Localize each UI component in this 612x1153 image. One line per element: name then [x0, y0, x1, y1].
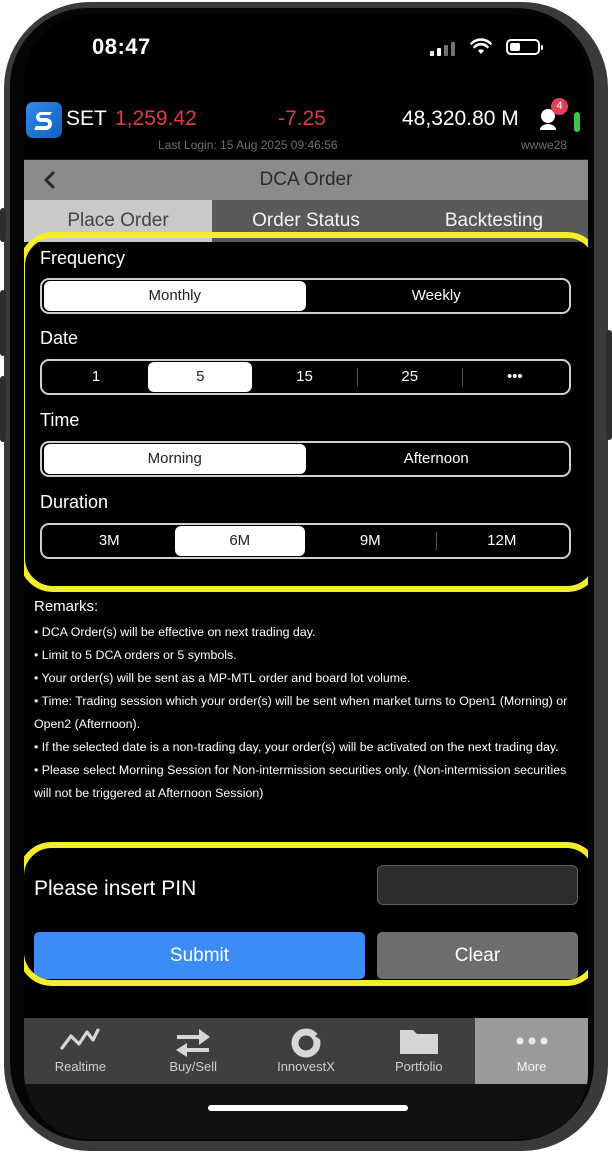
order-form: [24, 242, 588, 1022]
last-login-text: Last Login: 15 Aug 2025 09:46:56: [158, 138, 338, 152]
frequency-option-monthly[interactable]: Monthly: [44, 281, 306, 311]
buy-sell-arrows-icon: [173, 1026, 213, 1058]
side-button-power: [606, 330, 612, 440]
folder-icon: [398, 1026, 440, 1056]
nav-portfolio[interactable]: [362, 1018, 475, 1084]
duration-option-12m[interactable]: 12M: [487, 532, 517, 549]
date-option-1[interactable]: 1: [91, 368, 101, 385]
app-logo-icon[interactable]: [26, 102, 62, 138]
date-option-15[interactable]: 15: [296, 368, 313, 385]
nav-innovestx[interactable]: [250, 1018, 363, 1084]
index-label: SET: [66, 107, 107, 130]
remark-item: • Limit to 5 DCA orders or 5 symbols.: [34, 648, 237, 662]
duration-option-6m[interactable]: 6M: [175, 526, 306, 556]
remark-item: • Your order(s) will be sent as a MP-MTL order and board lot volume.: [34, 671, 411, 685]
remark-item: • DCA Order(s) will be effective on next trading day.: [34, 625, 316, 639]
bottom-navigation: [24, 1018, 588, 1084]
side-button-volume-up: [0, 290, 6, 356]
wifi-icon: [470, 38, 492, 56]
bottom-safe-area: [24, 1084, 588, 1139]
remarks-title: Remarks:: [34, 598, 99, 615]
notification-badge: 4: [551, 98, 568, 115]
status-bar: [24, 14, 588, 94]
time-option-afternoon[interactable]: Afternoon: [403, 450, 469, 467]
nav-label: More: [516, 1059, 547, 1074]
submit-button[interactable]: Submit: [34, 932, 365, 979]
side-button-silent: [0, 208, 6, 242]
date-option-25[interactable]: 25: [401, 368, 419, 385]
phone-screen: [24, 14, 588, 1139]
time-label: Time: [40, 410, 80, 430]
home-indicator[interactable]: [208, 1105, 408, 1111]
innovestx-logo-icon: [289, 1026, 323, 1060]
status-clock: 08:47: [92, 34, 151, 59]
nav-label: Buy/Sell: [169, 1059, 218, 1074]
side-button-volume-down: [0, 376, 6, 442]
index-change: -7.25: [278, 107, 326, 130]
nav-label: InnovestX: [277, 1059, 335, 1074]
nav-label: Realtime: [54, 1059, 107, 1074]
market-volume: 48,320.80 M: [402, 107, 519, 130]
connection-status-icon: [574, 112, 580, 132]
remark-item: • Please select Morning Session for Non-intermission securities only. (Non-intermission securities will not be triggered at Afternoon Session): [34, 763, 567, 800]
remark-item: • If the selected date is a non-trading day, your order(s) will be activated on the next trading day.: [34, 740, 559, 754]
battery-icon: [506, 39, 540, 55]
nav-label: Portfolio: [394, 1059, 443, 1074]
remark-item: • Time: Trading session which your order(s) will be sent when market turns to Open1 (Morning) or Open2 (Afternoon).: [34, 694, 568, 731]
duration-label: Duration: [40, 492, 109, 512]
duration-option-9m[interactable]: 9M: [359, 532, 381, 549]
time-option-morning[interactable]: Morning: [44, 444, 306, 474]
tab-place-order[interactable]: Place Order: [24, 200, 212, 242]
page-title: DCA Order: [259, 169, 353, 190]
more-dots-icon: [512, 1026, 552, 1056]
tab-order-status[interactable]: Order Status: [252, 210, 360, 231]
frequency-label: Frequency: [40, 248, 126, 268]
tab-backtesting[interactable]: Backtesting: [444, 210, 544, 231]
pin-label: Please insert PIN: [34, 877, 197, 900]
realtime-chart-icon: [60, 1026, 100, 1054]
nav-realtime[interactable]: [24, 1018, 137, 1084]
page-header: [24, 160, 588, 200]
date-option-more[interactable]: •••: [507, 368, 523, 385]
highlight-box-order-settings: [24, 232, 588, 592]
market-ticker-bar: [24, 94, 588, 160]
date-label: Date: [40, 328, 79, 348]
clear-button[interactable]: Clear: [377, 932, 578, 979]
remarks-section: [34, 598, 574, 805]
cellular-signal-icon: [430, 42, 455, 56]
app-container: [24, 94, 588, 1139]
nav-buy-sell[interactable]: [137, 1018, 250, 1084]
username-text: wwwe28: [521, 138, 568, 152]
duration-option-3m[interactable]: 3M: [98, 532, 120, 549]
highlight-box-pin-actions: [24, 842, 588, 986]
index-value: 1,259.42: [115, 107, 197, 130]
date-option-5[interactable]: 5: [148, 362, 252, 392]
nav-more[interactable]: [475, 1018, 588, 1084]
frequency-option-weekly[interactable]: Weekly: [411, 287, 461, 304]
